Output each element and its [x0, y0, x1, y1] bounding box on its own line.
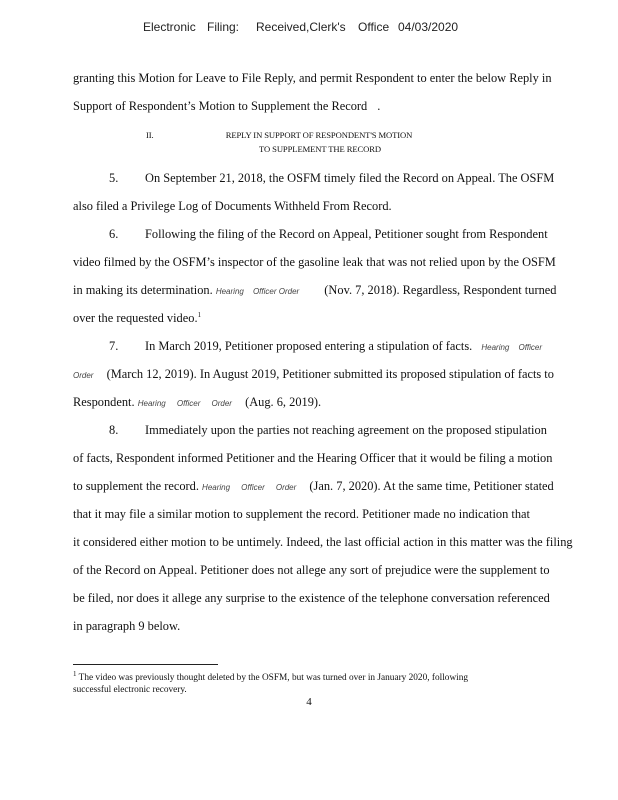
header-electronic: Electronic [143, 20, 196, 34]
paragraph-5-line-1 [73, 170, 593, 186]
citation-officer: Officer [241, 483, 265, 492]
intro-line-2-text: Support of Respondent’s Motion to Supplement the Record [73, 99, 368, 113]
paragraph-7-line-1 [73, 338, 593, 356]
paragraph-8-line-8: in paragraph 9 below. [73, 619, 181, 633]
paragraph-text: Following the filing of the Record on Appeal, Petitioner sought from Respondent [145, 227, 548, 241]
citation-officer: Officer [518, 343, 543, 352]
paragraph-5-number: 5. [109, 171, 119, 185]
paragraph-6-line-3 [73, 282, 593, 300]
paragraph-6-line-2: video filmed by the OSFM’s inspector of the gasoline leak that was not relied upon by the OSFM [73, 255, 556, 269]
paragraph-text: in making its determination. [73, 283, 213, 297]
paragraph-text: (Aug. 6, 2019). [245, 395, 322, 409]
footnote-divider [73, 664, 218, 665]
footnote-text: The video was previously thought deleted by the OSFM, but was turned over in January 2020, following [78, 673, 469, 683]
citation-hearing: Hearing [215, 287, 244, 296]
paragraph-text: that it may file a similar motion to supplement the record. [73, 507, 359, 521]
footnote-reference[interactable]: 1 [197, 310, 202, 319]
paragraph-text: On September 21, 2018, the OSFM timely filed the Record on Appeal. The OSFM [145, 171, 555, 185]
footnote-line-1 [73, 669, 593, 684]
section-number: II. [146, 130, 154, 140]
section-heading-line-2 [0, 143, 618, 155]
paragraph-text: In March 2019, Petitioner proposed entering a stipulation of facts. [145, 339, 473, 353]
citation-order: Order [275, 483, 297, 492]
paragraph-6-number: 6. [109, 227, 119, 241]
paragraph-8-line-1 [73, 422, 593, 438]
paragraph-text: Immediately upon the parties not reaching agreement on the proposed stipulation [145, 423, 547, 437]
header-filing: Filing: [207, 20, 240, 34]
section-title-line-1: REPLY IN SUPPORT OF RESPONDENT'S MOTION [225, 130, 413, 140]
paragraph-7-number: 7. [109, 339, 119, 353]
paragraph-text: to supplement the record. [73, 479, 199, 493]
paragraph-text: (March 12, 2019). In August 2019, Petitioner submitted its proposed stipulation of facts to [106, 367, 554, 381]
section-heading [0, 129, 618, 141]
paragraph-8-line-5: it considered either motion to be untimely. Indeed, the last official action in this matter was the filing [73, 535, 573, 549]
paragraph-8-line-4 [73, 506, 593, 522]
header-date: 04/03/2020 [398, 20, 459, 34]
footnote-line-2: successful electronic recovery. [73, 685, 187, 695]
citation-hearing: Hearing [137, 399, 166, 408]
intro-line-1: granting this Motion for Leave to File Reply, and permit Respondent to enter the below Reply in [73, 71, 552, 85]
paragraph-6-line-1 [73, 226, 593, 242]
paragraph-8-line-6: of the Record on Appeal. Petitioner does not allege any sort of prejudice were the supplement to [73, 563, 550, 577]
paragraph-5-line-2: also filed a Privilege Log of Documents Withheld From Record. [73, 199, 392, 213]
citation-order: Order [73, 371, 94, 380]
section-title-line-2: TO SUPPLEMENT THE RECORD [259, 144, 381, 154]
intro-line-2-period: . [377, 99, 381, 113]
paragraph-8-number: 8. [109, 423, 119, 437]
paragraph-8-line-2: of facts, Respondent informed Petitioner and the Hearing Officer that it would be filing a motion [73, 451, 553, 465]
paragraph-7-line-2 [73, 366, 593, 384]
paragraph-text: Respondent. [73, 395, 135, 409]
paragraph-text: (Nov. 7, 2018). Regardless, Respondent turned [324, 283, 557, 297]
citation-hearing: Hearing [481, 343, 510, 352]
citation-officer-order: Officer Order [252, 287, 300, 296]
footnote-mark: 1 [73, 669, 77, 678]
paragraph-7-line-3 [73, 394, 593, 412]
page-number: 4 [306, 696, 312, 708]
citation-hearing: Hearing [202, 483, 231, 492]
intro-line-2 [73, 98, 593, 114]
paragraph-text: (Jan. 7, 2020). At the same time, Petitioner stated [309, 479, 554, 493]
paragraph-6-line-4 [73, 310, 593, 326]
paragraph-text: over the requested video. [73, 311, 198, 325]
paragraph-8-line-7: be filed, nor does it allege any surprise to the existence of the telephone conversation referenced [73, 591, 550, 605]
paragraph-8-line-3 [73, 478, 593, 496]
citation-order: Order [211, 399, 232, 408]
header-received-clerks: Received,Clerk's [256, 20, 346, 34]
filing-header [0, 20, 618, 38]
header-office: Office [358, 20, 390, 34]
citation-officer: Officer [176, 399, 201, 408]
paragraph-text: Petitioner made no indication that [362, 507, 530, 521]
